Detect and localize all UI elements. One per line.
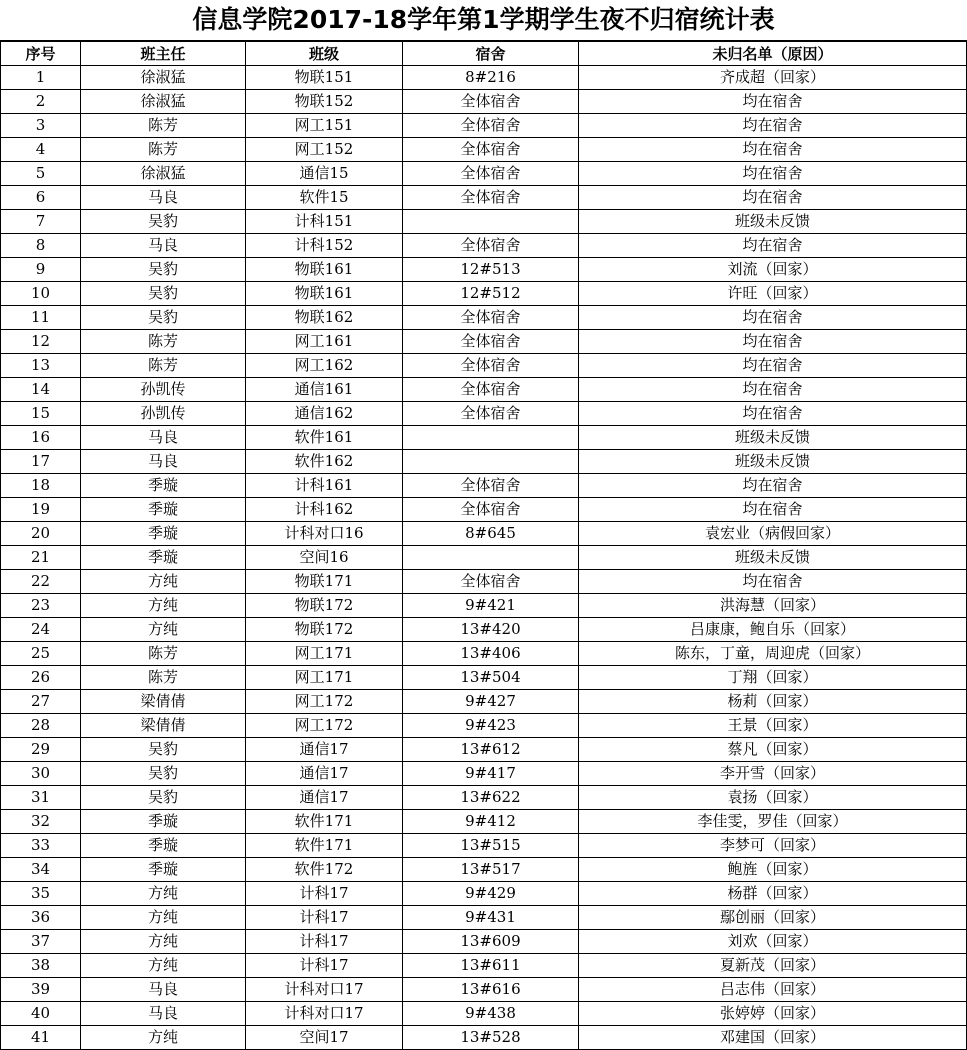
cell-class: 网工172: [246, 690, 403, 714]
cell-head-teacher: 马良: [81, 978, 246, 1002]
cell-dormitory: 8#216: [403, 66, 579, 90]
cell-class: 软件162: [246, 450, 403, 474]
header-index: 序号: [1, 42, 81, 66]
table-row: [1, 1026, 967, 1050]
cell-absent-list: 杨莉（回家）: [579, 690, 967, 714]
table-row: [1, 858, 967, 882]
cell-dormitory: 全体宿舍: [403, 354, 579, 378]
table-row: [1, 402, 967, 426]
table-row: [1, 498, 967, 522]
table-row: [1, 90, 967, 114]
cell-head-teacher: 吴豹: [81, 210, 246, 234]
table-row: [1, 834, 967, 858]
cell-index: 2: [1, 90, 81, 114]
cell-absent-list: 均在宿舍: [579, 114, 967, 138]
cell-index: 5: [1, 162, 81, 186]
cell-absent-list: 均在宿舍: [579, 234, 967, 258]
cell-absent-list: 均在宿舍: [579, 498, 967, 522]
cell-dormitory: 全体宿舍: [403, 570, 579, 594]
cell-absent-list: 蔡凡（回家）: [579, 738, 967, 762]
cell-dormitory: 9#412: [403, 810, 579, 834]
cell-absent-list: 邓建国（回家）: [579, 1026, 967, 1050]
cell-head-teacher: 吴豹: [81, 786, 246, 810]
cell-dormitory: 全体宿舍: [403, 138, 579, 162]
cell-class: 物联161: [246, 282, 403, 306]
cell-head-teacher: 马良: [81, 1002, 246, 1026]
dorm-statistics-table: [0, 41, 967, 1050]
cell-class: 计科152: [246, 234, 403, 258]
cell-dormitory: 9#427: [403, 690, 579, 714]
cell-dormitory: 13#611: [403, 954, 579, 978]
cell-head-teacher: 陈芳: [81, 642, 246, 666]
cell-head-teacher: 方纯: [81, 882, 246, 906]
table-row: [1, 474, 967, 498]
cell-absent-list: 班级未反馈: [579, 426, 967, 450]
cell-index: 28: [1, 714, 81, 738]
cell-class: 软件171: [246, 810, 403, 834]
cell-index: 23: [1, 594, 81, 618]
cell-class: 计科对口16: [246, 522, 403, 546]
cell-absent-list: 刘流（回家）: [579, 258, 967, 282]
table-row: [1, 66, 967, 90]
cell-index: 40: [1, 1002, 81, 1026]
cell-absent-list: 陈东，丁童，周迎虎（回家）: [579, 642, 967, 666]
cell-index: 6: [1, 186, 81, 210]
table-row: [1, 762, 967, 786]
table-row: [1, 570, 967, 594]
cell-index: 26: [1, 666, 81, 690]
cell-class: 计科162: [246, 498, 403, 522]
cell-dormitory: [403, 210, 579, 234]
cell-absent-list: 王景（回家）: [579, 714, 967, 738]
header-absent-list: 未归名单（原因）: [579, 42, 967, 66]
header-head-teacher: 班主任: [81, 42, 246, 66]
cell-dormitory: 13#528: [403, 1026, 579, 1050]
table-row: [1, 114, 967, 138]
table-body: [1, 66, 967, 1050]
cell-absent-list: 李佳雯，罗佳（回家）: [579, 810, 967, 834]
cell-head-teacher: 季璇: [81, 498, 246, 522]
cell-head-teacher: 徐淑猛: [81, 66, 246, 90]
cell-index: 33: [1, 834, 81, 858]
cell-absent-list: 鲍旌（回家）: [579, 858, 967, 882]
cell-index: 24: [1, 618, 81, 642]
cell-head-teacher: 季璇: [81, 474, 246, 498]
cell-class: 物联151: [246, 66, 403, 90]
table-row: [1, 258, 967, 282]
cell-head-teacher: 方纯: [81, 618, 246, 642]
cell-head-teacher: 季璇: [81, 546, 246, 570]
cell-class: 空间16: [246, 546, 403, 570]
cell-absent-list: 均在宿舍: [579, 162, 967, 186]
cell-index: 34: [1, 858, 81, 882]
cell-head-teacher: 方纯: [81, 954, 246, 978]
cell-dormitory: 13#517: [403, 858, 579, 882]
cell-class: 网工162: [246, 354, 403, 378]
cell-class: 物联162: [246, 306, 403, 330]
cell-index: 35: [1, 882, 81, 906]
cell-absent-list: 均在宿舍: [579, 474, 967, 498]
cell-dormitory: 9#417: [403, 762, 579, 786]
cell-head-teacher: 马良: [81, 186, 246, 210]
cell-dormitory: [403, 426, 579, 450]
cell-dormitory: 13#616: [403, 978, 579, 1002]
table-row: [1, 978, 967, 1002]
table-row: [1, 234, 967, 258]
cell-index: 3: [1, 114, 81, 138]
cell-absent-list: 刘欢（回家）: [579, 930, 967, 954]
table-row: [1, 954, 967, 978]
table-row: [1, 210, 967, 234]
cell-dormitory: 全体宿舍: [403, 378, 579, 402]
table-row: [1, 138, 967, 162]
cell-absent-list: 均在宿舍: [579, 186, 967, 210]
cell-class: 计科17: [246, 906, 403, 930]
cell-absent-list: 许旺（回家）: [579, 282, 967, 306]
cell-index: 22: [1, 570, 81, 594]
cell-class: 空间17: [246, 1026, 403, 1050]
cell-head-teacher: 梁倩倩: [81, 690, 246, 714]
cell-absent-list: 均在宿舍: [579, 570, 967, 594]
cell-dormitory: [403, 546, 579, 570]
cell-absent-list: 洪海慧（回家）: [579, 594, 967, 618]
cell-head-teacher: 季璇: [81, 834, 246, 858]
table-row: [1, 426, 967, 450]
table-row: [1, 738, 967, 762]
cell-dormitory: 13#612: [403, 738, 579, 762]
table-row: [1, 618, 967, 642]
cell-dormitory: 9#438: [403, 1002, 579, 1026]
cell-class: 通信15: [246, 162, 403, 186]
table-row: [1, 546, 967, 570]
cell-index: 32: [1, 810, 81, 834]
cell-class: 通信161: [246, 378, 403, 402]
cell-head-teacher: 徐淑猛: [81, 90, 246, 114]
table-row: [1, 666, 967, 690]
cell-head-teacher: 陈芳: [81, 138, 246, 162]
cell-index: 9: [1, 258, 81, 282]
cell-index: 38: [1, 954, 81, 978]
cell-head-teacher: 孙凯传: [81, 378, 246, 402]
cell-class: 物联152: [246, 90, 403, 114]
cell-absent-list: 夏新茂（回家）: [579, 954, 967, 978]
table-row: [1, 690, 967, 714]
cell-absent-list: 李梦可（回家）: [579, 834, 967, 858]
table-row: [1, 594, 967, 618]
cell-absent-list: 吕志伟（回家）: [579, 978, 967, 1002]
table-row: [1, 450, 967, 474]
cell-index: 36: [1, 906, 81, 930]
cell-head-teacher: 吴豹: [81, 762, 246, 786]
cell-dormitory: 13#504: [403, 666, 579, 690]
cell-class: 网工171: [246, 642, 403, 666]
cell-class: 计科161: [246, 474, 403, 498]
cell-dormitory: 全体宿舍: [403, 306, 579, 330]
cell-absent-list: 均在宿舍: [579, 402, 967, 426]
cell-dormitory: 9#421: [403, 594, 579, 618]
table-row: [1, 1002, 967, 1026]
cell-head-teacher: 梁倩倩: [81, 714, 246, 738]
cell-head-teacher: 方纯: [81, 594, 246, 618]
cell-index: 10: [1, 282, 81, 306]
table-row: [1, 714, 967, 738]
cell-absent-list: 均在宿舍: [579, 378, 967, 402]
table-row: [1, 378, 967, 402]
cell-head-teacher: 吴豹: [81, 306, 246, 330]
cell-class: 计科17: [246, 930, 403, 954]
cell-head-teacher: 季璇: [81, 522, 246, 546]
table-row: [1, 354, 967, 378]
cell-absent-list: 张婷婷（回家）: [579, 1002, 967, 1026]
cell-index: 30: [1, 762, 81, 786]
cell-dormitory: 13#515: [403, 834, 579, 858]
cell-absent-list: 均在宿舍: [579, 354, 967, 378]
page-title: 信息学院2017-18学年第1学期学生夜不归宿统计表: [0, 0, 967, 41]
cell-dormitory: 全体宿舍: [403, 234, 579, 258]
cell-class: 物联171: [246, 570, 403, 594]
cell-head-teacher: 吴豹: [81, 258, 246, 282]
cell-absent-list: 李开雪（回家）: [579, 762, 967, 786]
cell-class: 计科对口17: [246, 978, 403, 1002]
cell-class: 软件171: [246, 834, 403, 858]
cell-absent-list: 杨群（回家）: [579, 882, 967, 906]
cell-absent-list: 丁翔（回家）: [579, 666, 967, 690]
cell-absent-list: 均在宿舍: [579, 306, 967, 330]
cell-head-teacher: 孙凯传: [81, 402, 246, 426]
cell-absent-list: 鄢创丽（回家）: [579, 906, 967, 930]
cell-class: 网工171: [246, 666, 403, 690]
cell-class: 通信162: [246, 402, 403, 426]
cell-head-teacher: 方纯: [81, 930, 246, 954]
cell-dormitory: [403, 450, 579, 474]
cell-head-teacher: 吴豹: [81, 738, 246, 762]
table-row: [1, 522, 967, 546]
cell-class: 通信17: [246, 738, 403, 762]
table-row: [1, 282, 967, 306]
cell-index: 1: [1, 66, 81, 90]
cell-absent-list: 吕康康，鲍自乐（回家）: [579, 618, 967, 642]
cell-index: 12: [1, 330, 81, 354]
cell-head-teacher: 陈芳: [81, 114, 246, 138]
cell-index: 13: [1, 354, 81, 378]
cell-absent-list: 班级未反馈: [579, 210, 967, 234]
table-row: [1, 330, 967, 354]
cell-class: 计科151: [246, 210, 403, 234]
cell-head-teacher: 马良: [81, 426, 246, 450]
cell-class: 物联161: [246, 258, 403, 282]
cell-class: 网工151: [246, 114, 403, 138]
cell-index: 17: [1, 450, 81, 474]
cell-index: 21: [1, 546, 81, 570]
cell-head-teacher: 陈芳: [81, 354, 246, 378]
cell-index: 31: [1, 786, 81, 810]
table-row: [1, 186, 967, 210]
cell-index: 27: [1, 690, 81, 714]
cell-dormitory: 全体宿舍: [403, 162, 579, 186]
cell-index: 8: [1, 234, 81, 258]
cell-index: 15: [1, 402, 81, 426]
cell-head-teacher: 方纯: [81, 570, 246, 594]
cell-index: 18: [1, 474, 81, 498]
cell-index: 20: [1, 522, 81, 546]
cell-absent-list: 均在宿舍: [579, 90, 967, 114]
table-row: [1, 786, 967, 810]
cell-class: 通信17: [246, 762, 403, 786]
table-row: [1, 810, 967, 834]
cell-absent-list: 袁宏业（病假回家）: [579, 522, 967, 546]
table-row: [1, 882, 967, 906]
cell-class: 软件172: [246, 858, 403, 882]
header-class: 班级: [246, 42, 403, 66]
cell-index: 29: [1, 738, 81, 762]
cell-class: 软件15: [246, 186, 403, 210]
cell-dormitory: 9#423: [403, 714, 579, 738]
cell-head-teacher: 季璇: [81, 810, 246, 834]
cell-head-teacher: 徐淑猛: [81, 162, 246, 186]
cell-dormitory: 全体宿舍: [403, 330, 579, 354]
table-row: [1, 906, 967, 930]
cell-absent-list: 班级未反馈: [579, 450, 967, 474]
cell-class: 物联172: [246, 594, 403, 618]
cell-class: 计科对口17: [246, 1002, 403, 1026]
cell-index: 14: [1, 378, 81, 402]
cell-dormitory: 13#406: [403, 642, 579, 666]
cell-dormitory: 全体宿舍: [403, 90, 579, 114]
cell-dormitory: 全体宿舍: [403, 402, 579, 426]
cell-dormitory: 全体宿舍: [403, 474, 579, 498]
cell-absent-list: 齐成超（回家）: [579, 66, 967, 90]
cell-class: 网工161: [246, 330, 403, 354]
cell-head-teacher: 季璇: [81, 858, 246, 882]
cell-index: 25: [1, 642, 81, 666]
cell-dormitory: 13#609: [403, 930, 579, 954]
cell-index: 39: [1, 978, 81, 1002]
cell-index: 16: [1, 426, 81, 450]
cell-index: 4: [1, 138, 81, 162]
cell-head-teacher: 方纯: [81, 906, 246, 930]
cell-index: 41: [1, 1026, 81, 1050]
cell-absent-list: 班级未反馈: [579, 546, 967, 570]
table-row: [1, 306, 967, 330]
cell-index: 19: [1, 498, 81, 522]
cell-absent-list: 袁扬（回家）: [579, 786, 967, 810]
cell-dormitory: 13#420: [403, 618, 579, 642]
cell-dormitory: 全体宿舍: [403, 186, 579, 210]
cell-class: 物联172: [246, 618, 403, 642]
table-row: [1, 642, 967, 666]
cell-index: 7: [1, 210, 81, 234]
table-row: [1, 162, 967, 186]
cell-head-teacher: 陈芳: [81, 666, 246, 690]
cell-head-teacher: 吴豹: [81, 282, 246, 306]
cell-class: 计科17: [246, 882, 403, 906]
cell-absent-list: 均在宿舍: [579, 138, 967, 162]
cell-class: 网工172: [246, 714, 403, 738]
cell-class: 计科17: [246, 954, 403, 978]
cell-index: 11: [1, 306, 81, 330]
cell-dormitory: 9#429: [403, 882, 579, 906]
cell-absent-list: 均在宿舍: [579, 330, 967, 354]
table-header-row: [1, 42, 967, 66]
cell-class: 软件161: [246, 426, 403, 450]
cell-dormitory: 全体宿舍: [403, 114, 579, 138]
cell-class: 通信17: [246, 786, 403, 810]
header-dormitory: 宿舍: [403, 42, 579, 66]
cell-dormitory: 9#431: [403, 906, 579, 930]
cell-head-teacher: 陈芳: [81, 330, 246, 354]
cell-dormitory: 12#513: [403, 258, 579, 282]
cell-dormitory: 13#622: [403, 786, 579, 810]
cell-head-teacher: 马良: [81, 450, 246, 474]
cell-class: 网工152: [246, 138, 403, 162]
cell-dormitory: 12#512: [403, 282, 579, 306]
table-row: [1, 930, 967, 954]
cell-head-teacher: 方纯: [81, 1026, 246, 1050]
cell-dormitory: 全体宿舍: [403, 498, 579, 522]
cell-index: 37: [1, 930, 81, 954]
cell-dormitory: 8#645: [403, 522, 579, 546]
cell-head-teacher: 马良: [81, 234, 246, 258]
